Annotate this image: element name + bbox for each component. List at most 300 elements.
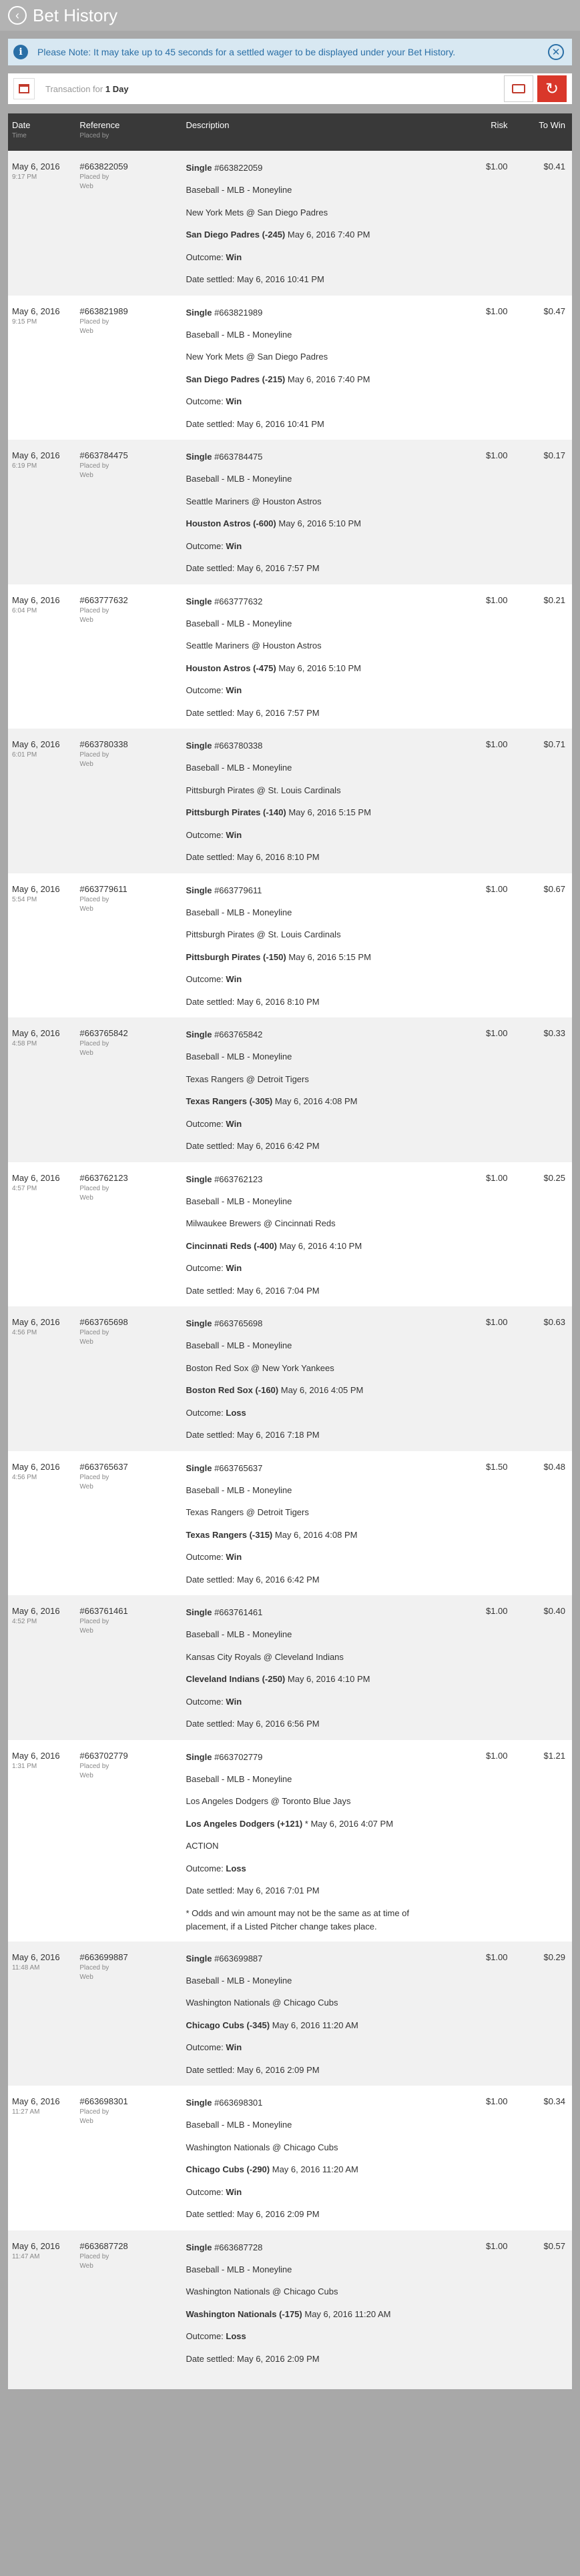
bet-pick: San Diego Padres (-245)	[186, 230, 286, 240]
bet-reference[interactable]: #663821989	[79, 306, 128, 316]
bet-date: May 6, 2016	[12, 883, 60, 894]
bet-pick-line	[186, 517, 451, 530]
bet-type-ref: #663698301	[214, 2098, 263, 2108]
col-description: Description	[186, 120, 230, 130]
bet-type-line	[186, 2241, 451, 2254]
date-cell	[8, 595, 79, 729]
bet-risk: $1.00	[485, 450, 508, 460]
bet-pick: Texas Rangers (-315)	[186, 1529, 273, 1540]
bet-to-win: $0.71	[543, 739, 566, 749]
bet-type: Single	[186, 741, 212, 751]
bet-time: 4:56 PM	[12, 1329, 37, 1336]
bet-time: 11:47 AM	[12, 2252, 40, 2260]
placed-via: Web	[79, 1049, 93, 1057]
description-cell	[186, 450, 451, 584]
bet-matchup: New York Mets @ San Diego Padres	[186, 207, 328, 218]
table-row	[8, 584, 572, 729]
bet-outcome: Win	[226, 1118, 242, 1129]
bet-reference[interactable]: #663702779	[79, 1750, 128, 1761]
bet-date: May 6, 2016	[12, 161, 60, 171]
description-cell	[186, 161, 451, 296]
date-filter[interactable]	[45, 84, 504, 94]
placed-via: Web	[79, 1194, 93, 1202]
bet-type-ref: #663762123	[214, 1174, 263, 1184]
bet-type-line	[186, 595, 451, 608]
bet-pick-line	[186, 1384, 451, 1397]
bet-event-time: May 6, 2016 4:08 PM	[274, 1096, 358, 1106]
bet-date: May 6, 2016	[12, 450, 60, 460]
bet-matchup: Pittsburgh Pirates @ St. Louis Cardinals	[186, 785, 341, 795]
bet-sport: Baseball - MLB - Moneyline	[186, 1484, 292, 1495]
date-cell	[8, 1028, 79, 1162]
bet-pick: San Diego Padres (-215)	[186, 374, 286, 384]
bet-type-ref: #663780338	[214, 741, 263, 751]
bet-sport: Baseball - MLB - Moneyline	[186, 763, 292, 773]
bet-type-ref: #663765637	[214, 1462, 263, 1473]
bet-risk: $1.00	[485, 883, 508, 894]
bet-outcome: Loss	[226, 2331, 246, 2341]
bet-reference[interactable]: #663765842	[79, 1028, 128, 1038]
bet-time: 4:56 PM	[12, 1473, 37, 1481]
bet-risk: $1.00	[485, 2096, 508, 2106]
bet-type: Single	[186, 1607, 212, 1617]
bet-time: 4:57 PM	[12, 1184, 37, 1192]
bet-pick: Pittsburgh Pirates (-150)	[186, 951, 286, 962]
placed-by-label: Placed by	[79, 1040, 109, 1047]
table-row	[8, 1017, 572, 1162]
bet-outcome: Win	[226, 1552, 242, 1562]
bet-pick: Chicago Cubs (-290)	[186, 2164, 270, 2174]
bet-risk: $1.00	[485, 306, 508, 316]
bet-settled: Date settled: May 6, 2016 6:42 PM	[186, 1141, 320, 1151]
date-cell	[8, 306, 79, 440]
bet-type: Single	[186, 1029, 212, 1039]
bet-type-ref: #663702779	[214, 1751, 263, 1762]
bet-time: 1:31 PM	[12, 1762, 37, 1770]
bet-type-line	[186, 1173, 451, 1186]
bet-to-win: $0.21	[543, 594, 566, 605]
bet-event-time: May 6, 2016 7:40 PM	[287, 230, 370, 240]
bet-outcome-line	[186, 684, 451, 697]
placed-by-label: Placed by	[79, 173, 109, 181]
placed-by-label: Placed by	[79, 1762, 109, 1770]
table-row	[8, 1942, 572, 2086]
bet-pick-line	[186, 1240, 451, 1253]
bet-pick-line	[186, 1095, 451, 1108]
bet-type: Single	[186, 307, 212, 318]
bet-outcome: Loss	[226, 1863, 246, 1873]
bet-time: 6:04 PM	[12, 606, 37, 614]
reference-cell	[79, 739, 186, 873]
bet-action: ACTION	[186, 1841, 219, 1851]
bet-sport: Baseball - MLB - Moneyline	[186, 1773, 292, 1784]
placed-via: Web	[79, 327, 93, 335]
placed-via: Web	[79, 761, 93, 768]
bet-outcome-line	[186, 1406, 451, 1420]
bet-settled: Date settled: May 6, 2016 7:57 PM	[186, 563, 320, 573]
bet-time: 9:17 PM	[12, 173, 37, 181]
bet-reference[interactable]: #663822059	[79, 161, 128, 171]
placed-by-label: Placed by	[79, 462, 109, 470]
page-title: Bet History	[33, 5, 118, 25]
bet-settled: Date settled: May 6, 2016 6:42 PM	[186, 1574, 320, 1585]
bet-outcome: Win	[226, 396, 242, 406]
bet-to-win: $0.63	[543, 1317, 566, 1327]
header	[0, 0, 580, 31]
bet-outcome: Win	[226, 685, 242, 695]
placed-via: Web	[79, 2118, 93, 2125]
outcome-label: Outcome:	[186, 974, 224, 984]
bet-settled: Date settled: May 6, 2016 6:56 PM	[186, 1719, 320, 1729]
bet-date: May 6, 2016	[12, 1172, 60, 1183]
bet-date: May 6, 2016	[12, 2240, 60, 2251]
bet-event-time: May 6, 2016 5:15 PM	[288, 807, 371, 817]
reference-cell	[79, 595, 186, 729]
description-cell	[186, 1028, 451, 1162]
bet-type: Single	[186, 2242, 212, 2252]
bet-event-time: May 6, 2016 5:10 PM	[278, 518, 361, 528]
bet-pick-line	[186, 662, 451, 675]
bet-settled: Date settled: May 6, 2016 7:57 PM	[186, 707, 320, 718]
bet-reference[interactable]: #663779611	[79, 883, 127, 894]
bet-type-ref: #663765842	[214, 1029, 263, 1039]
bet-matchup: Texas Rangers @ Detroit Tigers	[186, 1074, 309, 1084]
reference-cell	[79, 1317, 186, 1451]
bet-type: Single	[186, 163, 212, 173]
col-reference: Reference	[79, 120, 120, 130]
bet-reference[interactable]: #663762123	[79, 1172, 128, 1183]
bet-risk: $1.50	[485, 1461, 508, 1472]
bet-to-win: $0.17	[543, 450, 566, 460]
bet-type-ref: #663784475	[214, 452, 263, 462]
placed-by-label: Placed by	[79, 2108, 109, 2116]
reference-cell	[79, 1173, 186, 1307]
bet-type: Single	[186, 1953, 212, 1964]
table-row	[8, 296, 572, 440]
bet-type: Single	[186, 1751, 212, 1762]
outcome-label: Outcome:	[186, 540, 224, 551]
bet-date: May 6, 2016	[12, 1952, 60, 1962]
placed-via: Web	[79, 616, 93, 624]
bet-reference[interactable]: #663765637	[79, 1461, 128, 1472]
bet-sport: Baseball - MLB - Moneyline	[186, 1975, 292, 1986]
bet-pick-line	[186, 2308, 451, 2321]
bet-reference[interactable]: #663777632	[79, 594, 128, 605]
table-row	[8, 1162, 572, 1307]
bet-to-win: $0.40	[543, 1606, 566, 1616]
table-row	[8, 2230, 572, 2375]
bet-type-ref: #663761461	[214, 1607, 263, 1617]
outcome-label: Outcome:	[186, 1696, 224, 1707]
table-row	[8, 1451, 572, 1596]
bet-pick: Cleveland Indians (-250)	[186, 1674, 286, 1684]
bet-event-time: May 6, 2016 5:15 PM	[288, 951, 371, 962]
description-cell	[186, 1173, 451, 1307]
bet-pick: Washington Nationals (-175)	[186, 2308, 302, 2319]
bet-risk: $1.00	[485, 1606, 508, 1616]
bet-type-line	[186, 450, 451, 464]
bet-type: Single	[186, 452, 212, 462]
bet-date: May 6, 2016	[12, 306, 60, 316]
table-row	[8, 1595, 572, 1740]
bet-event-time: May 6, 2016 4:08 PM	[274, 1529, 358, 1540]
bet-settled: Date settled: May 6, 2016 7:18 PM	[186, 1430, 320, 1440]
bet-sport: Baseball - MLB - Moneyline	[186, 1629, 292, 1639]
bet-pick-line	[186, 2019, 451, 2032]
placed-by-label: Placed by	[79, 1184, 109, 1192]
bet-to-win: $0.57	[543, 2240, 566, 2251]
reference-cell	[79, 884, 186, 1018]
bet-type-line	[186, 1317, 451, 1330]
table-header	[8, 113, 572, 151]
bet-pick-line	[186, 806, 451, 819]
print-icon[interactable]	[504, 75, 533, 102]
bet-pick-line	[186, 228, 451, 242]
description-cell	[186, 884, 451, 1018]
toolbar	[8, 73, 572, 104]
bet-settled: Date settled: May 6, 2016 7:04 PM	[186, 1285, 320, 1296]
col-to-win: To Win	[539, 120, 566, 130]
outcome-label: Outcome:	[186, 1407, 224, 1418]
reference-cell	[79, 306, 186, 440]
bet-sport: Baseball - MLB - Moneyline	[186, 1196, 292, 1206]
reference-cell	[79, 2241, 186, 2375]
bet-type-ref: #663777632	[214, 596, 263, 606]
placed-by-label: Placed by	[79, 1329, 109, 1336]
placed-via: Web	[79, 1973, 93, 1981]
outcome-label: Outcome:	[186, 1863, 224, 1873]
bet-type: Single	[186, 596, 212, 606]
filter-prefix: Transaction for	[45, 83, 103, 94]
bet-outcome: Win	[226, 2186, 242, 2197]
bet-outcome: Win	[226, 252, 242, 262]
bet-time: 6:19 PM	[12, 462, 37, 470]
bet-type-ref: #663779611	[214, 885, 262, 895]
bet-event-time: May 6, 2016 4:10 PM	[287, 1674, 370, 1684]
description-cell	[186, 306, 451, 440]
notice-text: Please Note: It may take up to 45 seconds for a settled wager to be displayed under your Bet History.	[37, 47, 456, 57]
bet-type-line	[186, 1462, 451, 1475]
calendar-icon[interactable]	[13, 78, 35, 99]
bet-outcome: Win	[226, 974, 242, 984]
placed-via: Web	[79, 472, 93, 479]
bet-matchup: Kansas City Royals @ Cleveland Indians	[186, 1651, 344, 1662]
outcome-label: Outcome:	[186, 1118, 224, 1129]
col-placed-by: Placed by	[79, 132, 109, 139]
bet-pick-line	[186, 1673, 451, 1686]
bet-matchup: Washington Nationals @ Chicago Cubs	[186, 2286, 338, 2296]
refresh-icon[interactable]: ↻	[537, 75, 567, 102]
bet-event-time: May 6, 2016 11:20 AM	[272, 2020, 358, 2030]
outcome-label: Outcome:	[186, 685, 224, 695]
bet-settled: Date settled: May 6, 2016 2:09 PM	[186, 2064, 320, 2075]
bet-to-win: $0.34	[543, 2096, 566, 2106]
placed-by-label: Placed by	[79, 895, 109, 903]
bet-list	[0, 151, 580, 2375]
bet-settled: Date settled: May 6, 2016 10:41 PM	[186, 274, 324, 284]
bet-to-win: $0.48	[543, 1461, 566, 1472]
bet-outcome-line	[186, 1262, 451, 1275]
bet-date: May 6, 2016	[12, 1606, 60, 1616]
bet-matchup: Seattle Mariners @ Houston Astros	[186, 640, 322, 651]
bet-pick: Los Angeles Dodgers (+121)	[186, 1818, 303, 1829]
bet-to-win: $0.33	[543, 1028, 566, 1038]
bet-pick: Houston Astros (-475)	[186, 663, 276, 673]
bet-reference[interactable]: #663780338	[79, 739, 128, 749]
bet-type-line	[186, 2096, 451, 2110]
description-cell	[186, 1606, 451, 1740]
bet-time: 11:27 AM	[12, 2108, 40, 2116]
bet-risk: $1.00	[485, 1028, 508, 1038]
description-cell	[186, 1751, 451, 1942]
bet-time: 9:15 PM	[12, 318, 37, 326]
outcome-label: Outcome:	[186, 2331, 224, 2341]
bet-outcome: Win	[226, 1696, 242, 1707]
bet-event-time: May 6, 2016 7:40 PM	[287, 374, 370, 384]
outcome-label: Outcome:	[186, 2042, 224, 2052]
col-date: Date	[12, 120, 31, 130]
bet-type: Single	[186, 885, 212, 895]
reference-cell	[79, 161, 186, 296]
placed-via: Web	[79, 183, 93, 190]
bet-outcome: Win	[226, 829, 242, 840]
bet-outcome-line	[186, 1862, 451, 1875]
reference-cell	[79, 1952, 186, 2086]
table-row	[8, 440, 572, 584]
bet-sport: Baseball - MLB - Moneyline	[186, 618, 292, 628]
bet-risk: $1.00	[485, 1172, 508, 1183]
outcome-label: Outcome:	[186, 252, 224, 262]
bet-sport: Baseball - MLB - Moneyline	[186, 329, 292, 340]
bet-sport: Baseball - MLB - Moneyline	[186, 1051, 292, 1061]
chevron-left-icon[interactable]: ‹	[8, 6, 27, 25]
bet-reference[interactable]: #663784475	[79, 450, 128, 460]
placed-by-label: Placed by	[79, 1473, 109, 1481]
date-cell	[8, 1462, 79, 1596]
bet-type-line	[186, 739, 451, 753]
table-row	[8, 151, 572, 296]
placed-by-label: Placed by	[79, 751, 109, 759]
bet-reference[interactable]: #663765698	[79, 1317, 128, 1327]
outcome-label: Outcome:	[186, 1263, 224, 1273]
bet-date: May 6, 2016	[12, 1750, 60, 1761]
bet-pick-line	[186, 2163, 451, 2176]
bet-outcome-line	[186, 2330, 451, 2343]
bet-type: Single	[186, 1462, 212, 1473]
bet-sport: Baseball - MLB - Moneyline	[186, 907, 292, 917]
bet-settled: Date settled: May 6, 2016 10:41 PM	[186, 418, 324, 429]
bet-outcome-line	[186, 1551, 451, 1564]
description-cell	[186, 1952, 451, 2086]
bet-reference[interactable]: #663687728	[79, 2240, 128, 2251]
bet-risk: $1.00	[485, 739, 508, 749]
bet-type: Single	[186, 1174, 212, 1184]
list-end	[8, 2375, 572, 2389]
bet-to-win: $1.21	[543, 1750, 566, 1761]
bet-pick: Houston Astros (-600)	[186, 518, 276, 528]
description-cell	[186, 2096, 451, 2230]
bet-to-win: $0.47	[543, 306, 566, 316]
bet-settled: Date settled: May 6, 2016 8:10 PM	[186, 996, 320, 1007]
bet-outcome-line	[186, 540, 451, 553]
bet-matchup: Washington Nationals @ Chicago Cubs	[186, 2142, 338, 2152]
outcome-label: Outcome:	[186, 2186, 224, 2197]
bet-pick: Cincinnati Reds (-400)	[186, 1240, 277, 1251]
placed-via: Web	[79, 1482, 93, 1490]
table-row	[8, 873, 572, 1018]
bet-event-time: May 6, 2016 11:20 AM	[272, 2164, 358, 2174]
date-cell	[8, 450, 79, 584]
date-cell	[8, 2096, 79, 2230]
placed-via: Web	[79, 2262, 93, 2270]
info-icon: i	[13, 45, 28, 59]
bet-matchup: Texas Rangers @ Detroit Tigers	[186, 1507, 309, 1517]
bet-type: Single	[186, 2098, 212, 2108]
bet-event-time: * May 6, 2016 4:07 PM	[304, 1818, 394, 1829]
description-cell	[186, 595, 451, 729]
bet-type-line	[186, 1606, 451, 1619]
close-icon[interactable]: ✕	[548, 44, 564, 60]
bet-risk: $1.00	[485, 1317, 508, 1327]
bet-type-ref: #663687728	[214, 2242, 263, 2252]
bet-risk: $1.00	[485, 161, 508, 171]
filter-value: 1 Day	[105, 83, 129, 94]
date-cell	[8, 1952, 79, 2086]
bet-type-line	[186, 1028, 451, 1041]
bet-outcome-line	[186, 973, 451, 986]
reference-cell	[79, 1462, 186, 1596]
reference-cell	[79, 1606, 186, 1740]
description-cell	[186, 1462, 451, 1596]
bet-settled: Date settled: May 6, 2016 8:10 PM	[186, 852, 320, 862]
bet-type-ref: #663699887	[214, 1953, 263, 1964]
bet-type-line	[186, 884, 451, 897]
bet-date: May 6, 2016	[12, 1317, 60, 1327]
bet-reference[interactable]: #663698301	[79, 2096, 128, 2106]
date-cell	[8, 1751, 79, 1942]
bet-reference[interactable]: #663699887	[79, 1952, 128, 1962]
bet-outcome-line	[186, 2186, 451, 2199]
bet-event-time: May 6, 2016 4:10 PM	[279, 1240, 362, 1251]
col-risk: Risk	[491, 120, 508, 130]
bet-sport: Baseball - MLB - Moneyline	[186, 2264, 292, 2274]
placed-via: Web	[79, 905, 93, 913]
bet-matchup: New York Mets @ San Diego Padres	[186, 352, 328, 362]
bet-pick-line	[186, 1817, 451, 1831]
reference-cell	[79, 1028, 186, 1162]
bet-outcome: Win	[226, 540, 242, 551]
bet-reference[interactable]: #663761461	[79, 1606, 128, 1616]
bet-pick: Texas Rangers (-305)	[186, 1096, 273, 1106]
description-cell	[186, 2241, 451, 2375]
date-cell	[8, 1606, 79, 1740]
date-cell	[8, 161, 79, 296]
bet-risk: $1.00	[485, 1952, 508, 1962]
table-row	[8, 1306, 572, 1451]
bet-outcome-line	[186, 829, 451, 842]
bet-event-time: May 6, 2016 5:10 PM	[278, 663, 361, 673]
bet-sport: Baseball - MLB - Moneyline	[186, 1340, 292, 1350]
bet-date: May 6, 2016	[12, 2096, 60, 2106]
date-cell	[8, 1317, 79, 1451]
bet-event-time: May 6, 2016 4:05 PM	[280, 1385, 364, 1395]
bet-pick: Pittsburgh Pirates (-140)	[186, 807, 286, 817]
bet-to-win: $0.29	[543, 1952, 566, 1962]
bet-time: 4:52 PM	[12, 1618, 37, 1625]
col-time: Time	[12, 132, 27, 139]
bet-time: 6:01 PM	[12, 751, 37, 759]
bet-sport: Baseball - MLB - Moneyline	[186, 185, 292, 195]
